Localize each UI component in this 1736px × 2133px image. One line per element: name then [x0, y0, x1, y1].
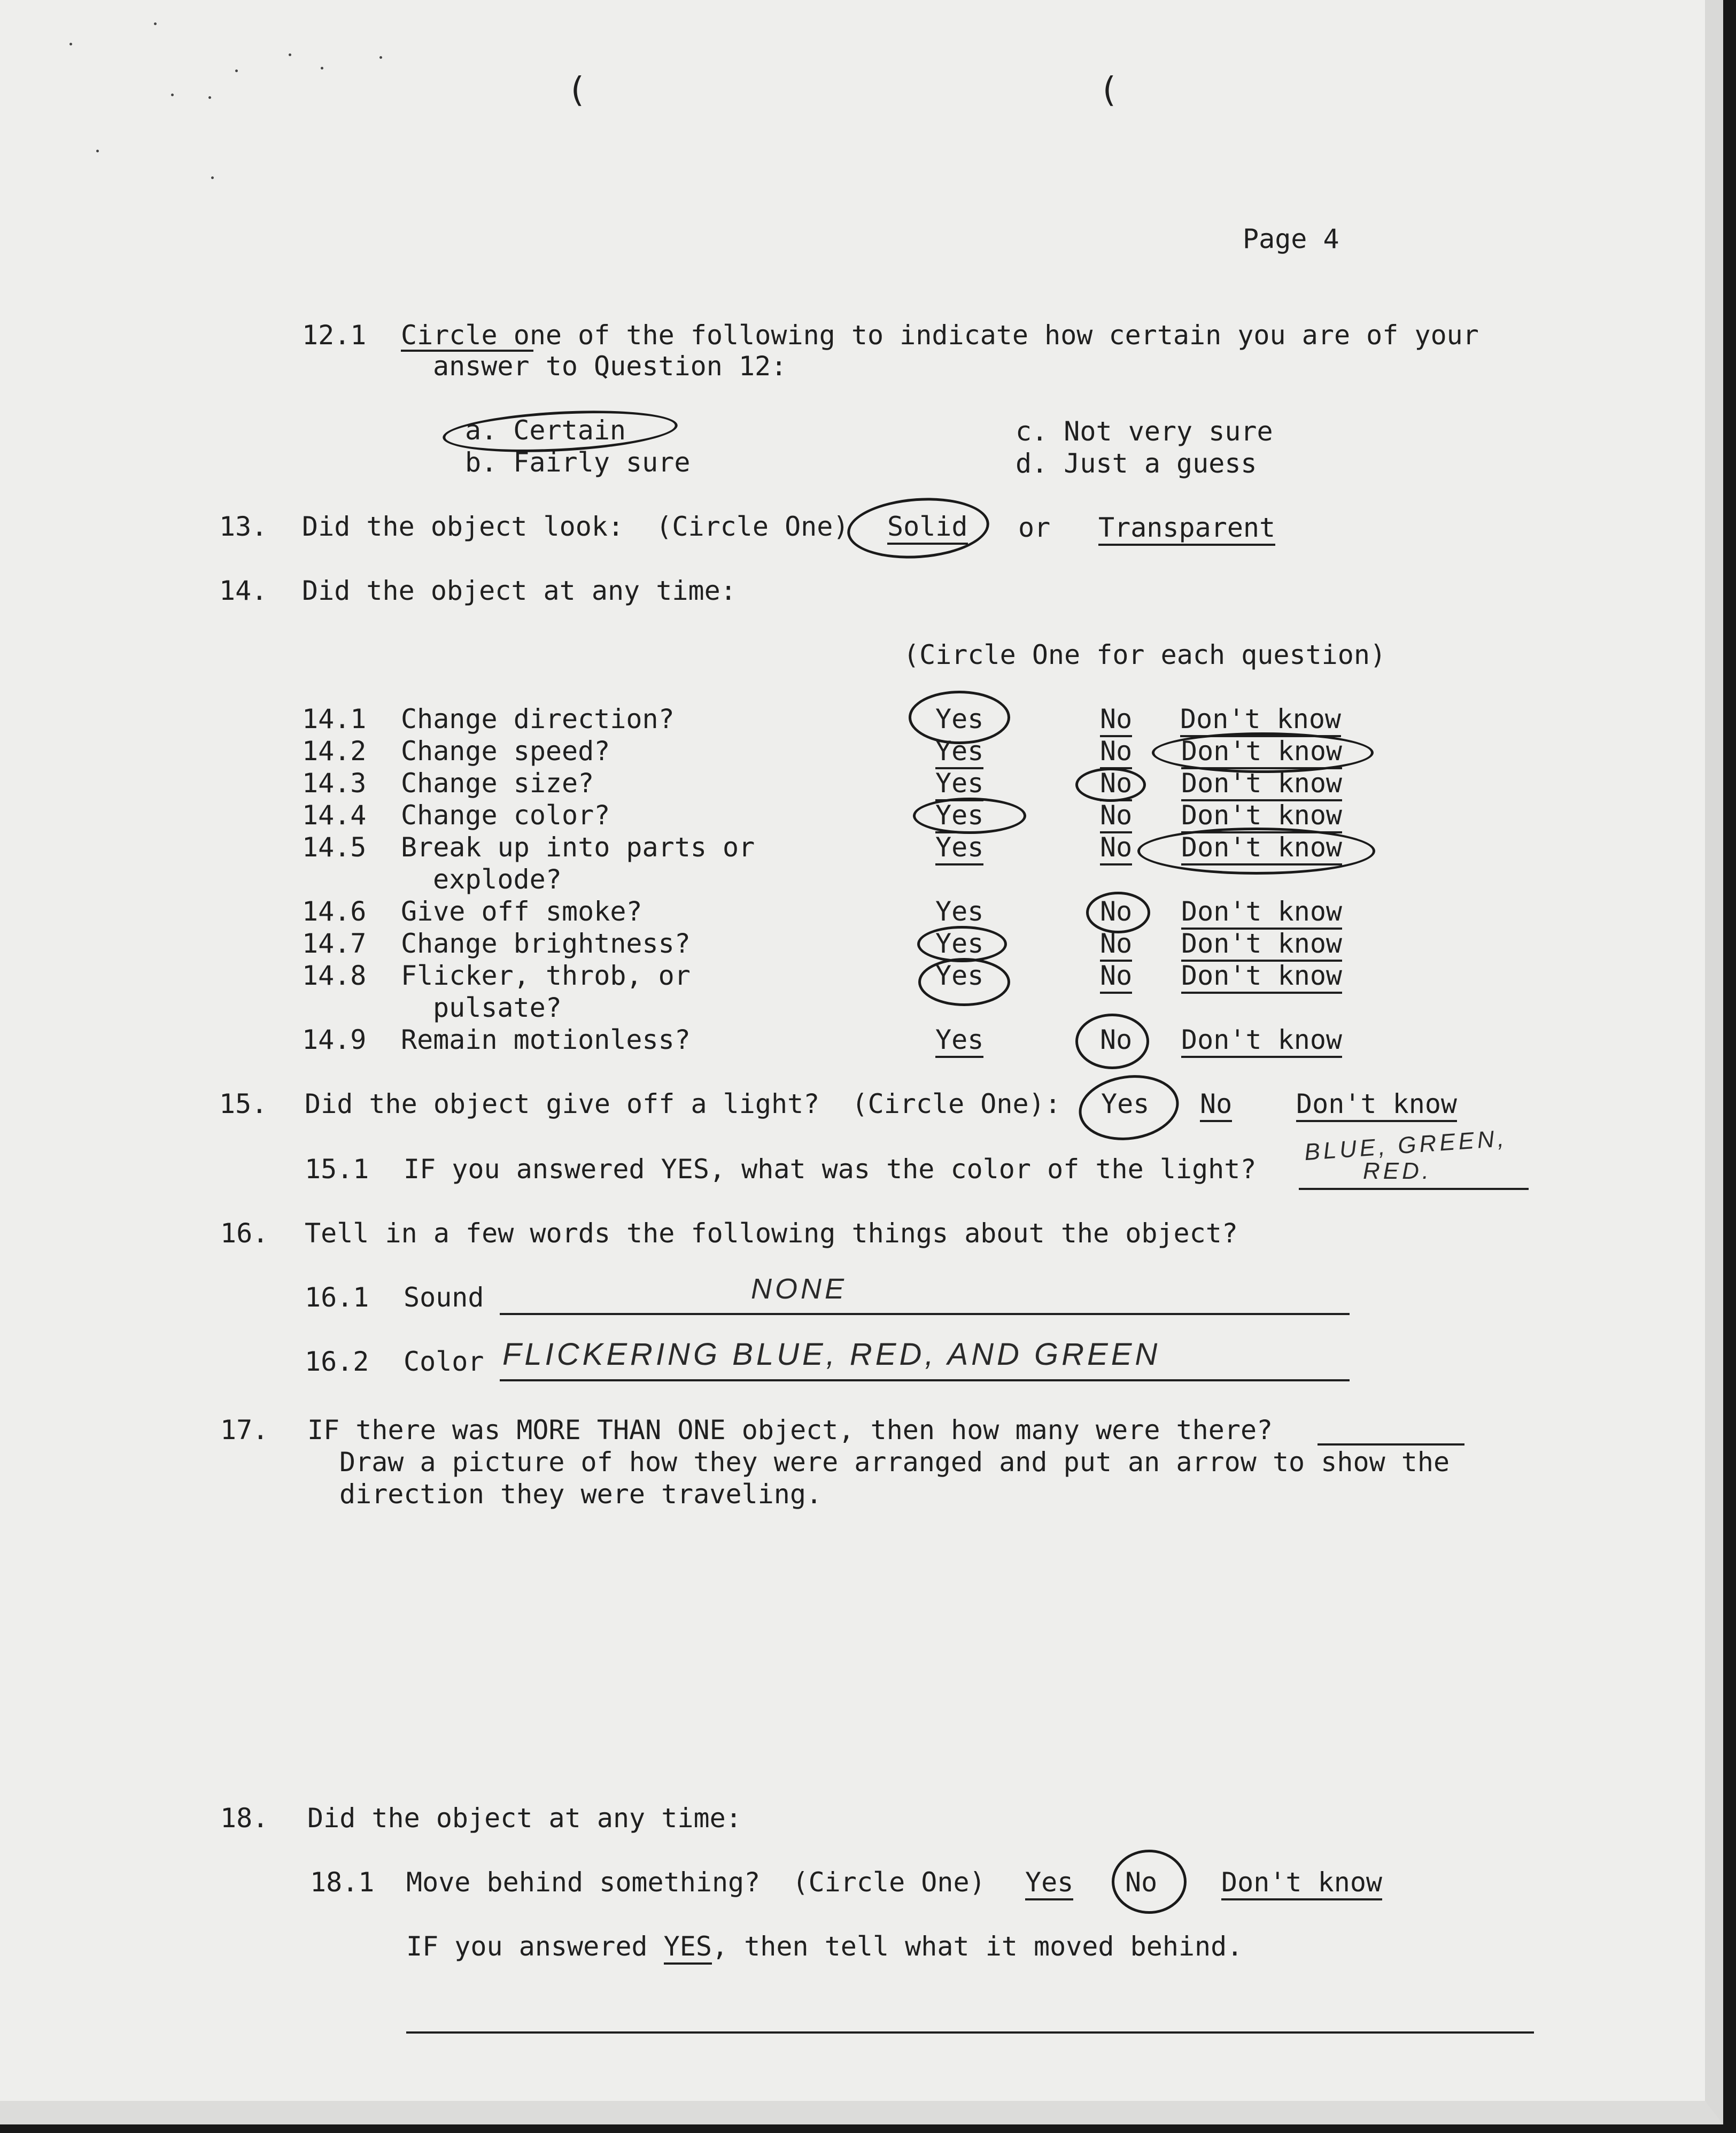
speck — [235, 69, 238, 72]
q15-text: Did the object give off a light? (Circle One): — [305, 1088, 1061, 1119]
q14-6-dontknow[interactable]: Don't know — [1181, 896, 1342, 930]
q14-2-no[interactable]: No — [1100, 736, 1132, 769]
q14-number: 14. — [219, 575, 268, 606]
speck — [211, 176, 214, 179]
speck — [96, 150, 99, 152]
q18-text: Did the object at any time: — [307, 1803, 742, 1834]
q13-number: 13. — [219, 511, 268, 542]
q16-2-label: Color — [404, 1346, 484, 1377]
q14-1-number: 14.1 — [302, 704, 367, 735]
q12-1-text-line2: answer to Question 12: — [433, 351, 787, 382]
q18-1-answer-line — [406, 2031, 1534, 2034]
q15-yes[interactable]: Yes — [1101, 1088, 1150, 1119]
q16-number: 16. — [220, 1218, 269, 1249]
q12-1-number: 12.1 — [302, 320, 367, 351]
q12-1-option-a[interactable]: a. Certain — [465, 415, 626, 446]
q14-8-text: Flicker, throb, or — [401, 960, 691, 991]
q18-followup-post: , then tell what it moved behind. — [711, 1931, 1243, 1962]
q18-1-number: 18.1 — [310, 1867, 375, 1898]
q14-7-no[interactable]: No — [1100, 928, 1132, 962]
q14-4-dontknow[interactable]: Don't know — [1181, 800, 1342, 833]
q16-1-label: Sound — [404, 1282, 484, 1313]
q14-text: Did the object at any time: — [302, 575, 737, 606]
paren-mark-left: ( — [567, 71, 587, 110]
q14-1-dontknow[interactable]: Don't know — [1180, 704, 1341, 737]
q15-1-answer-line1: BLUE, GREEN, — [1303, 1125, 1508, 1166]
q14-2-number: 14.2 — [302, 736, 367, 767]
q14-1-yes[interactable]: Yes — [935, 704, 984, 735]
q17-line1: IF there was MORE THAN ONE object, then how many were there? — [307, 1415, 1273, 1446]
q17-line3: direction they were traveling. — [339, 1479, 823, 1510]
q14-8-text-line2: pulsate? — [433, 992, 562, 1023]
q16-2-answer: FLICKERING BLUE, RED, AND GREEN — [502, 1337, 1161, 1372]
q14-5-yes[interactable]: Yes — [935, 832, 983, 865]
q14-3-text: Change size? — [401, 768, 594, 799]
q12-1-text-line1: Circle one of the following to indicate how certain you are of your — [401, 320, 1479, 351]
q15-1-text: IF you answered YES, what was the color of the light? — [404, 1154, 1257, 1185]
q14-9-number: 14.9 — [302, 1024, 367, 1055]
q16-2-number: 16.2 — [305, 1346, 369, 1377]
q14-4-no[interactable]: No — [1100, 800, 1132, 833]
speck — [154, 22, 157, 25]
q14-7-text: Change brightness? — [401, 928, 691, 959]
q14-8-no[interactable]: No — [1100, 960, 1132, 994]
q14-3-dontknow[interactable]: Don't know — [1181, 768, 1342, 801]
q18-followup-yes: YES — [664, 1931, 712, 1965]
q14-6-no[interactable]: No — [1100, 896, 1133, 927]
q16-1-number: 16.1 — [305, 1282, 369, 1313]
q18-number: 18. — [220, 1803, 269, 1834]
paren-mark-right: ( — [1098, 71, 1119, 110]
q14-7-dontknow[interactable]: Don't know — [1181, 928, 1342, 962]
speck — [171, 94, 174, 96]
q14-2-text: Change speed? — [401, 736, 610, 767]
q14-6-yes[interactable]: Yes — [935, 896, 984, 927]
q13-text: Did the object look: (Circle One) — [302, 511, 849, 542]
q18-1-no[interactable]: No — [1125, 1867, 1158, 1898]
q15-no[interactable]: No — [1200, 1088, 1232, 1122]
q14-9-no[interactable]: No — [1100, 1024, 1133, 1055]
q16-2-answer-line — [500, 1379, 1350, 1381]
q14-5-number: 14.5 — [302, 832, 367, 863]
q18-1-followup — [406, 1931, 1243, 1962]
q14-4-yes[interactable]: Yes — [935, 800, 983, 833]
q14-6-text: Give off smoke? — [401, 896, 642, 927]
q15-1-answer-line2: RED. — [1363, 1158, 1432, 1184]
q14-3-yes[interactable]: Yes — [935, 768, 983, 801]
q16-1-answer: NONE — [751, 1273, 848, 1305]
q14-6-number: 14.6 — [302, 896, 367, 927]
q12-1-option-c[interactable]: c. Not very sure — [1016, 416, 1273, 447]
q14-8-yes[interactable]: Yes — [935, 960, 984, 991]
q14-7-yes[interactable]: Yes — [935, 928, 984, 959]
speck — [379, 56, 382, 59]
q15-number: 15. — [219, 1088, 268, 1119]
q14-instruction: (Circle One for each question) — [903, 639, 1386, 670]
q14-1-no[interactable]: No — [1100, 704, 1132, 737]
q14-2-dontknow[interactable]: Don't know — [1181, 736, 1342, 769]
q18-1-dontknow[interactable]: Don't know — [1221, 1867, 1382, 1900]
speck — [321, 67, 323, 69]
q14-5-dontknow[interactable]: Don't know — [1181, 832, 1342, 865]
q14-4-text: Change color? — [401, 800, 610, 831]
q14-7-number: 14.7 — [302, 928, 367, 959]
q12-1-option-d[interactable]: d. Just a guess — [1016, 448, 1257, 479]
page-number: Page 4 — [1243, 223, 1339, 254]
q14-9-yes[interactable]: Yes — [935, 1024, 983, 1058]
q14-9-text: Remain motionless? — [401, 1024, 691, 1055]
q17-number: 17. — [220, 1415, 269, 1446]
q18-followup-pre: IF you answered — [406, 1931, 664, 1962]
q16-text: Tell in a few words the following things about the object? — [305, 1218, 1238, 1249]
q14-8-dontknow[interactable]: Don't know — [1181, 960, 1342, 994]
q13-option-solid[interactable]: Solid — [887, 511, 968, 545]
q15-1-number: 15.1 — [305, 1154, 369, 1185]
q12-1-option-b[interactable]: b. Fairly sure — [465, 447, 691, 478]
q18-1-text: Move behind something? (Circle One) — [406, 1867, 986, 1898]
q14-2-yes[interactable]: Yes — [935, 736, 983, 769]
speck — [69, 43, 72, 45]
q13-option-transparent[interactable]: Transparent — [1098, 512, 1275, 546]
q14-8-number: 14.8 — [302, 960, 367, 991]
q14-5-text: Break up into parts or — [401, 832, 755, 863]
q14-1-text: Change direction? — [401, 704, 675, 735]
q15-1-answer-underline — [1299, 1188, 1529, 1190]
q18-1-yes[interactable]: Yes — [1025, 1867, 1073, 1900]
speck — [208, 96, 211, 99]
q14-3-number: 14.3 — [302, 768, 367, 799]
q13-or: or — [1018, 512, 1051, 543]
q14-9-dontknow[interactable]: Don't know — [1181, 1024, 1342, 1058]
q17-line2: Draw a picture of how they were arranged and put an arrow to show the — [339, 1447, 1450, 1478]
speck — [289, 53, 291, 56]
q17-count-line — [1318, 1443, 1464, 1446]
q14-4-number: 14.4 — [302, 800, 367, 831]
q14-5-text-line2: explode? — [433, 864, 562, 895]
q16-1-answer-line — [500, 1313, 1350, 1315]
q14-3-no[interactable]: No — [1100, 768, 1132, 801]
q15-dontknow[interactable]: Don't know — [1296, 1088, 1457, 1122]
q14-5-no[interactable]: No — [1100, 832, 1132, 865]
